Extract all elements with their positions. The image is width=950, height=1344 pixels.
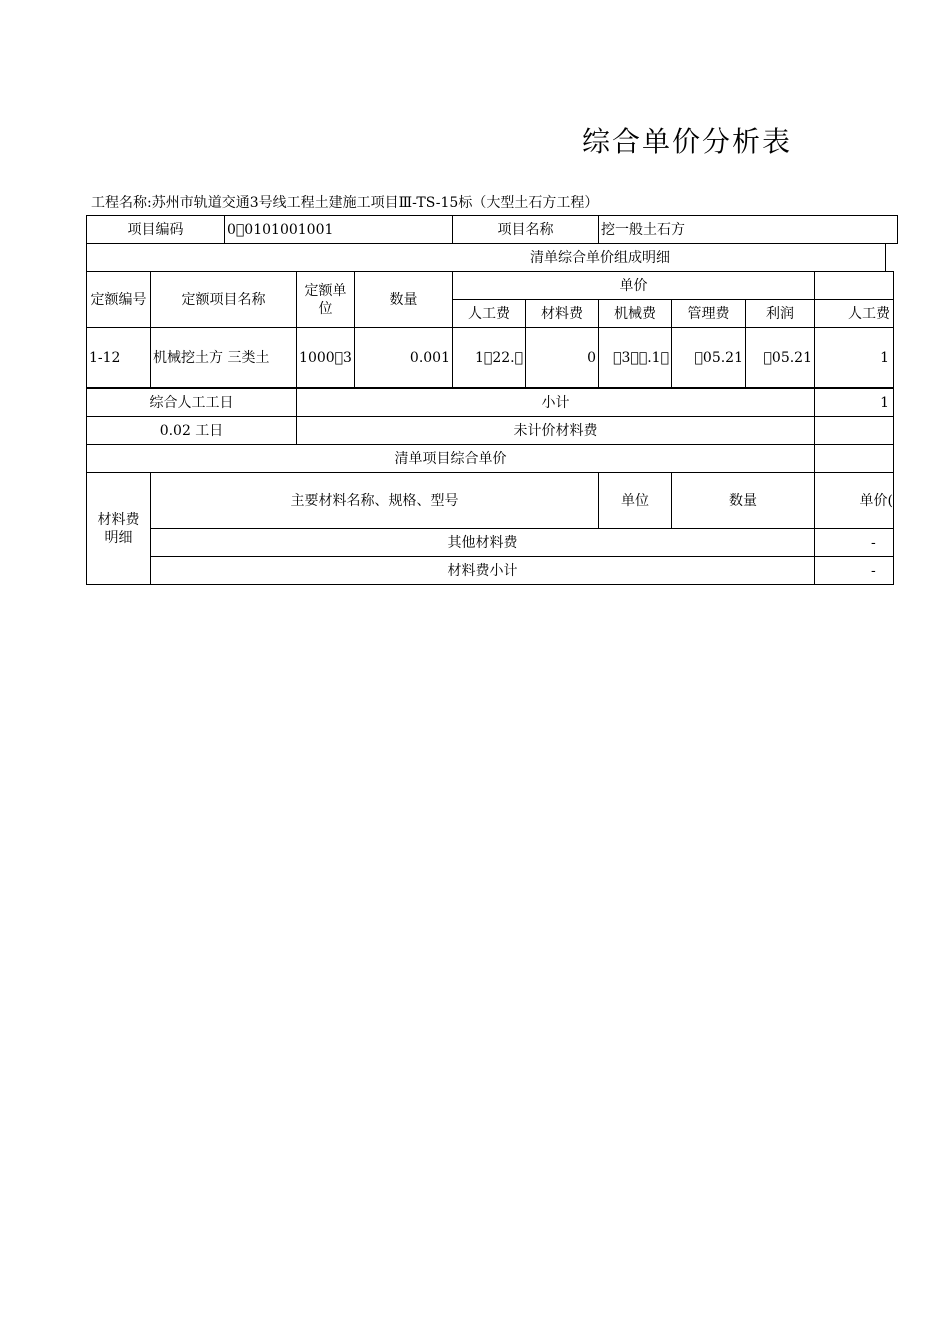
- other-material-label: 其他材料费: [150, 528, 815, 557]
- col-management: 管理费: [671, 299, 746, 328]
- unpriced-material-value: [814, 416, 894, 445]
- col-labor: 人工费: [452, 299, 526, 328]
- subtotal-value: 1: [814, 388, 894, 417]
- row-unit: 1000􀀀3: [296, 327, 355, 389]
- item-name-value: 挖一般土石方: [598, 215, 898, 244]
- item-code-value: 0􀀀0101001001: [224, 215, 453, 244]
- material-subtotal-value: -: [814, 556, 894, 585]
- col-labor-total: 人工费: [814, 299, 894, 328]
- analysis-table: [86, 215, 893, 595]
- col-quota-code: 定额编号: [86, 271, 151, 328]
- composite-price-value: [814, 444, 894, 473]
- project-name: 工程名称:苏州市轨道交通3号线工程土建施工项目Ⅲ-TS-15标（大型土石方工程）: [91, 195, 599, 211]
- material-unit-price-label: 单价(: [814, 472, 894, 529]
- unpriced-material-label: 未计价材料费: [296, 416, 815, 445]
- material-detail-label: 材料费明细: [86, 472, 151, 585]
- row-quota-code: 1-12: [86, 327, 151, 389]
- col-quantity: 数量: [354, 271, 453, 328]
- col-machinery: 机械费: [598, 299, 672, 328]
- material-subtotal-label: 材料费小计: [150, 556, 815, 585]
- composite-price-label: 清单项目综合单价: [86, 444, 815, 473]
- labor-day-label: 综合人工工日: [86, 388, 297, 417]
- row-quantity: 0.001: [354, 327, 453, 389]
- col-material: 材料费: [525, 299, 599, 328]
- col-quota-name: 定额项目名称: [150, 271, 297, 328]
- row-labor-total: 1: [814, 327, 894, 389]
- page-title: 综合单价分析表: [582, 125, 793, 158]
- material-unit-label: 单位: [598, 472, 672, 529]
- col-total-group: [814, 271, 894, 300]
- row-quota-name: 机械挖土方 三类土: [150, 327, 297, 389]
- col-profit: 利润: [745, 299, 815, 328]
- row-machinery: 􀀀3􀀀􀀀.1􀀀: [598, 327, 672, 389]
- material-name-spec-label: 主要材料名称、规格、型号: [150, 472, 599, 529]
- item-code-label: 项目编码: [86, 215, 225, 244]
- row-labor: 1􀀀22.􀀀: [452, 327, 526, 389]
- subtotal-label: 小计: [296, 388, 815, 417]
- other-material-value: -: [814, 528, 894, 557]
- col-unit-price: 单价: [452, 271, 815, 300]
- item-name-label: 项目名称: [452, 215, 599, 244]
- material-quantity-label: 数量: [671, 472, 815, 529]
- composition-title: 清单综合单价组成明细: [86, 243, 886, 272]
- row-material: 0: [525, 327, 599, 389]
- col-quota-unit: 定额单位: [296, 271, 355, 328]
- row-management: 􀀀05.21: [671, 327, 746, 389]
- labor-days-value: 0.02 工日: [86, 416, 297, 445]
- row-profit: 􀀀05.21: [745, 327, 815, 389]
